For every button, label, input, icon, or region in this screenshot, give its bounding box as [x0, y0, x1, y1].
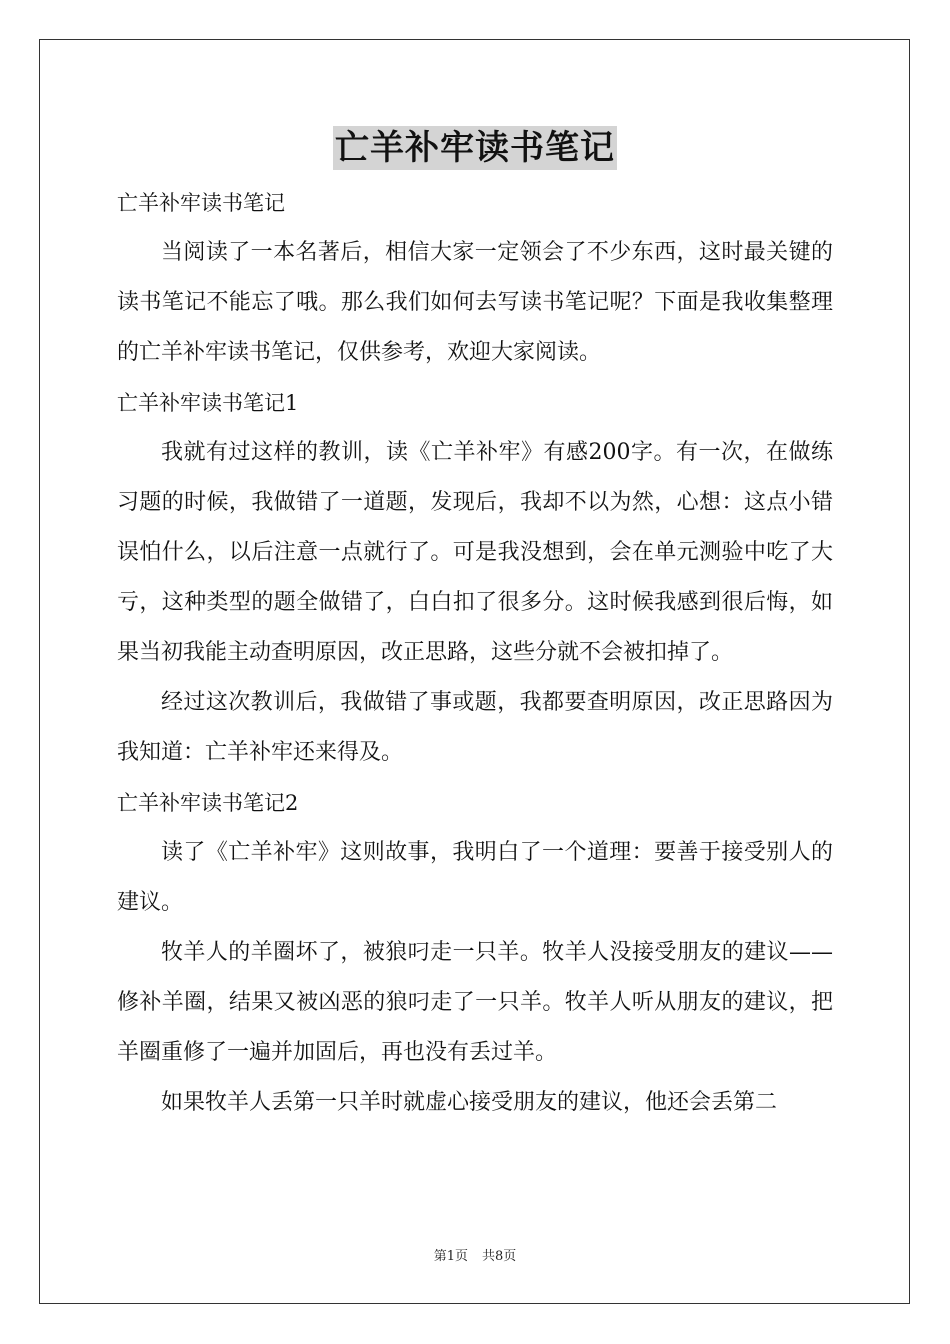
- body-paragraph: 经过这次教训后，我做错了事或题，我都要查明原因，改正思路因为我知道：亡羊补牢还来得及。: [117, 690, 833, 765]
- page-number: 第1页: [433, 1249, 468, 1264]
- body-paragraph: 如果牧羊人丢第一只羊时就虚心接受朋友的建议，他还会丢第二: [161, 1090, 778, 1115]
- title-container: [0, 126, 950, 170]
- document-title: 亡羊补牢读书笔记: [335, 128, 615, 168]
- section-heading: 亡羊补牢读书笔记2: [117, 791, 299, 815]
- body-paragraph: 当阅读了一本名著后，相信大家一定领会了不少东西，这时最关键的读书笔记不能忘了哦。那么我们如何去写读书笔记呢？下面是我收集整理的亡羊补牢读书笔记，仅供参考，欢迎大家阅读。: [117, 240, 833, 365]
- section-heading: 亡羊补牢读书笔记1: [117, 391, 299, 415]
- body-paragraph: 读了《亡羊补牢》这则故事，我明白了一个道理：要善于接受别人的建议。: [117, 840, 833, 915]
- section-heading: 亡羊补牢读书笔记: [117, 191, 285, 215]
- body-paragraph: 牧羊人的羊圈坏了，被狼叼走一只羊。牧羊人没接受朋友的建议——修补羊圈，结果又被凶恶的狼叼走了一只羊。牧羊人听从朋友的建议，把羊圈重修了一遍并加固后，再也没有丢过羊。: [117, 940, 833, 1065]
- document-body: [117, 178, 833, 1128]
- body-paragraph: 我就有过这样的教训，读《亡羊补牢》有感200字。有一次，在做练习题的时候，我做错了一道题，发现后，我却不以为然，心想：这点小错误怕什么，以后注意一点就行了。可是我没想到，会在单元测验中吃了大亏，这种类型的题全做错了，白白扣了很多分。这时候我感到很后悔，如果当初我能主动查明原因，改正思路，这些分就不会被扣掉了。: [117, 440, 833, 665]
- page-total: 共8页: [482, 1249, 517, 1264]
- page-footer: [0, 1248, 950, 1266]
